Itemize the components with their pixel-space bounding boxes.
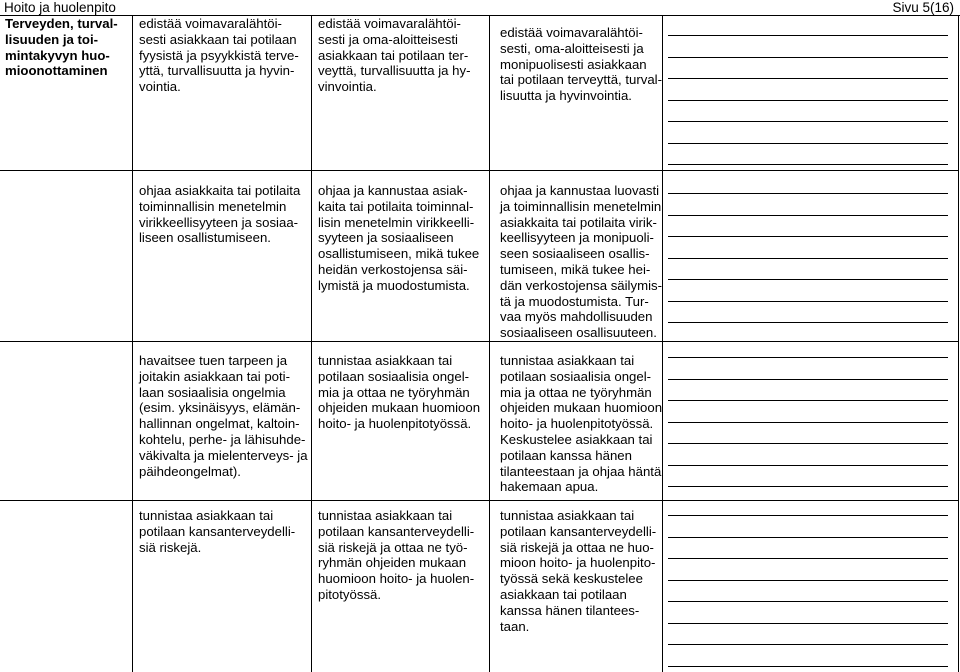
writing-line [668,164,948,165]
row-divider [0,170,959,171]
column-divider [489,16,490,672]
writing-line [668,258,948,259]
writing-line [668,379,948,380]
page-number: Sivu 5(16) [892,0,954,15]
criteria-cell: ohjaa ja kannustaa asiak- kaita tai potilaita toiminnal- lisin menetelmin virikkeelli- syyteen ja sosiaaliseen osallistumiseen, mikä tukee heidän verkostojensa säi- lymistä ja muodostumista. [318,183,480,293]
criteria-cell: ohjaa asiakkaita tai potilaita toiminnallisin menetelmin virikkeellisyyteen ja sosiaa- liseen osallistumiseen. [139,183,301,246]
criteria-cell: edistää voimavaralähtöi- sesti, oma-aloitteisesti ja monipuolisesti asiakkaan tai potilaan terveyttä, turval- lisuutta ja hyvinvointia. [500,25,662,104]
column-divider [311,16,312,672]
criteria-cell: tunnistaa asiakkaan tai potilaan sosiaalisia ongel- mia ja ottaa ne työryhmän ohjeiden mukaan huomioon hoito- ja huolenpitotyössä. Keskustelee asiakkaan tai potilaan kanssa hänen tilanteestaan ja ohjaa häntä hakemaan apua. [500,353,663,495]
writing-line [668,193,948,194]
writing-line [668,357,948,358]
row-divider [0,341,959,342]
writing-line [668,465,948,466]
criteria-cell: edistää voimavaralähtöi- sesti asiakkaan tai potilaan fyysistä ja psyykkistä terve- yttä, turvallisuutta ja hyvin- vointia. [139,16,299,95]
writing-line [668,121,948,122]
row-divider [0,500,959,501]
topic-label: Terveyden, turval- lisuuden ja toi- mintakyvyn huo- mioonottaminen [5,16,118,79]
writing-line [668,322,948,323]
criteria-cell: tunnistaa asiakkaan tai potilaan kansanterveydelli- siä riskejä ja ottaa ne huo- mioon hoito- ja huolenpito- työssä sekä keskustelee asiakkaan tai potilaan kanssa hänen tilantees- taan. [500,508,657,634]
criteria-cell: ohjaa ja kannustaa luovasti ja toiminnallisin menetelmin asiakkaita tai potilaita virik- keellisyyteen ja monipuoli- seen sosiaaliseen osallis- tumiseen, mikä tukee hei- dän verkostojensa säilymis- tä ja muodostumista. Tur- vaa myös mahdollisuuden sosiaaliseen osallisuuteen. [500,183,662,341]
writing-line [668,623,948,624]
writing-line [668,558,948,559]
writing-line [668,57,948,58]
writing-line [668,601,948,602]
writing-line [668,100,948,101]
table-border-right [958,16,959,672]
criteria-cell: tunnistaa asiakkaan tai potilaan kansanterveydelli- siä riskejä. [139,508,296,555]
writing-line [668,515,948,516]
writing-line [668,35,948,36]
writing-line [668,236,948,237]
writing-line [668,537,948,538]
writing-line [668,644,948,645]
criteria-cell: edistää voimavaralähtöi- sesti ja oma-aloitteisesti asiakkaan tai potilaan ter- veyttä, turvallisuutta ja hy- vinvointia. [318,16,471,95]
header-title: Hoito ja huolenpito [4,0,116,15]
writing-line [668,422,948,423]
writing-line [668,143,948,144]
writing-line [668,279,948,280]
writing-line [668,215,948,216]
criteria-cell: tunnistaa asiakkaan tai potilaan sosiaalisia ongel- mia ja ottaa ne työryhmän ohjeiden mukaan huomioon hoito- ja huolenpitotyössä. [318,353,481,432]
writing-line [668,666,948,667]
column-divider [662,16,663,672]
criteria-cell: tunnistaa asiakkaan tai potilaan kansanterveydelli- siä riskejä ja ottaa ne työ- ryhmän ohjeiden mukaan huomioon hoito- ja huolen- pitotyössä. [318,508,475,602]
writing-line [668,443,948,444]
writing-line [668,400,948,401]
writing-line [668,78,948,79]
writing-line [668,301,948,302]
criteria-cell: havaitsee tuen tarpeen ja joitakin asiakkaan tai poti- laan sosiaalisia ongelmia (esim. yksinäisyys, elämän- hallinnan ongelmat, kaltoin- kohtelu, perhe- ja lähisuhde- väkivalta ja mielenterveys- ja päihdeongelmat). [139,353,308,479]
writing-line [668,580,948,581]
column-divider [132,16,133,672]
writing-line [668,486,948,487]
